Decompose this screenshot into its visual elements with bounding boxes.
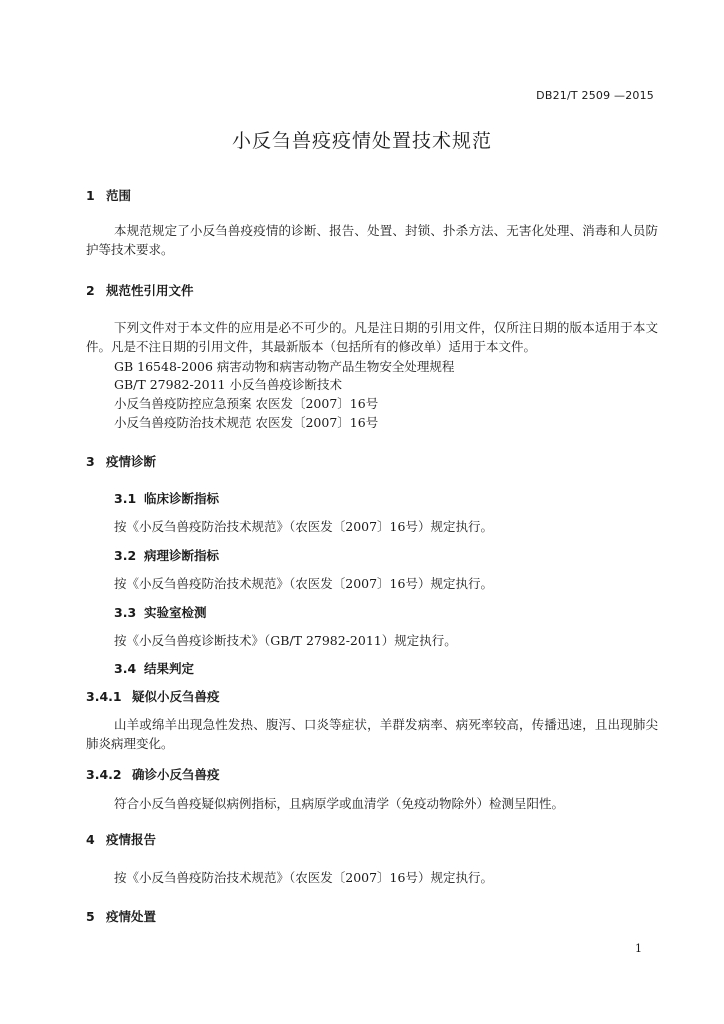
subsection-3-3-text: 按《小反刍兽疫诊断技术》（GB/T 27982-2011）规定执行。 [114, 633, 457, 648]
reference-item: 小反刍兽疫防治技术规范 农医发〔2007〕16号 [114, 415, 379, 430]
subsection-3-4-2-text: 符合小反刍兽疫疑似病例指标，且病原学或血清学（免疫动物除外）检测呈阳性。 [114, 796, 565, 811]
subsection-title: 疑似小反刍兽疫 [132, 689, 220, 704]
subsection-3-2-heading [114, 546, 219, 564]
subsection-3-4-heading [114, 659, 194, 677]
subsection-3-4-2-heading [86, 765, 220, 783]
subsection-number: 3.4 [114, 661, 137, 676]
subsection-title: 临床诊断指标 [144, 491, 220, 506]
subsection-number: 3.1 [114, 491, 137, 506]
section-title: 规范性引用文件 [106, 283, 194, 298]
subsection-number: 3.4.1 [86, 689, 122, 704]
section-title: 范围 [106, 188, 132, 203]
section-2-heading [86, 281, 194, 299]
section-2-paragraph: 下列文件对于本文件的应用是必不可少的。凡是注日期的引用文件，仅所注日期的版本适用于本文件。凡是不注日期的引用文件，其最新版本（包括所有的修改单）适用于本文件。 [86, 320, 658, 354]
subsection-number: 3.4.2 [86, 767, 122, 782]
subsection-number: 3.2 [114, 548, 137, 563]
standard-code: DB21/T 2509 —2015 [536, 89, 654, 102]
page-number: 1 [635, 942, 642, 955]
subsection-3-3-heading [114, 603, 207, 621]
subsection-3-4-1-heading [86, 687, 220, 705]
section-3-heading [86, 452, 156, 470]
section-title: 疫情处置 [106, 909, 157, 924]
section-5-heading [86, 907, 156, 925]
section-4-text: 按《小反刍兽疫防治技术规范》（农医发〔2007〕16号）规定执行。 [114, 870, 493, 885]
section-number: 4 [86, 832, 95, 847]
section-title: 疫情报告 [106, 832, 157, 847]
section-number: 2 [86, 283, 95, 298]
subsection-title: 实验室检测 [144, 605, 207, 620]
document-title: 小反刍兽疫疫情处置技术规范 [231, 130, 492, 152]
section-1-paragraph: 本规范规定了小反刍兽疫疫情的诊断、报告、处置、封锁、扑杀方法、无害化处理、消毒和人员防护等技术要求。 [86, 223, 658, 257]
subsection-3-2-text: 按《小反刍兽疫防治技术规范》（农医发〔2007〕16号）规定执行。 [114, 576, 493, 591]
reference-item: GB/T 27982-2011 小反刍兽疫诊断技术 [114, 377, 342, 392]
section-title: 疫情诊断 [106, 454, 157, 469]
subsection-title: 结果判定 [144, 661, 195, 676]
subsection-title: 确诊小反刍兽疫 [132, 767, 220, 782]
subsection-number: 3.3 [114, 605, 137, 620]
section-number: 3 [86, 454, 95, 469]
subsection-title: 病理诊断指标 [144, 548, 220, 563]
subsection-3-1-text: 按《小反刍兽疫防治技术规范》（农医发〔2007〕16号）规定执行。 [114, 519, 493, 534]
section-number: 5 [86, 909, 95, 924]
subsection-3-4-1-text: 山羊或绵羊出现急性发热、腹泻、口炎等症状，羊群发病率、病死率较高，传播迅速，且出现肺尖肺炎病理变化。 [86, 717, 658, 751]
section-number: 1 [86, 188, 95, 203]
section-4-heading [86, 830, 156, 848]
reference-item: 小反刍兽疫防控应急预案 农医发〔2007〕16号 [114, 396, 379, 411]
reference-item: GB 16548-2006 病害动物和病害动物产品生物安全处理规程 [114, 359, 455, 374]
section-1-heading [86, 186, 131, 204]
subsection-3-1-heading [114, 489, 219, 507]
